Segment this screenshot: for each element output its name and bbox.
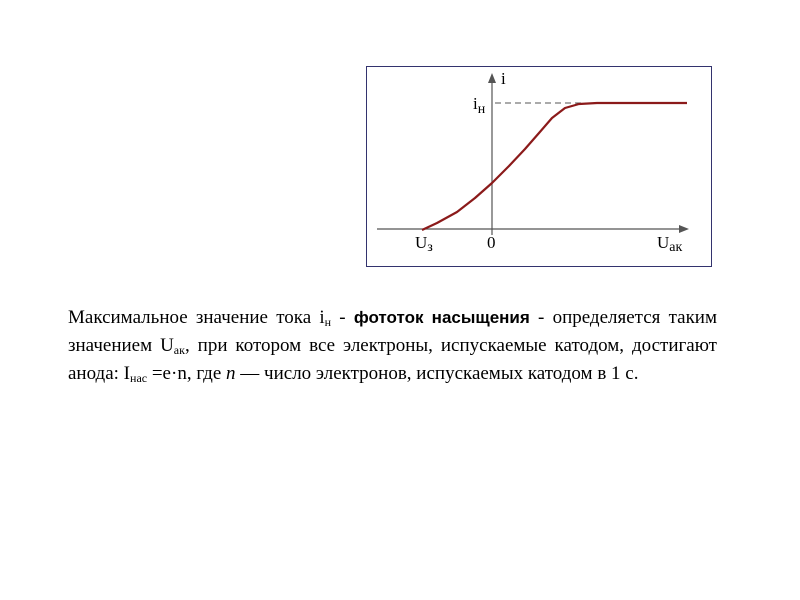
bold-term: фототок насыщения (353, 308, 530, 327)
italic-variable: n (226, 363, 236, 384)
y-axis-arrow-icon (488, 73, 496, 83)
description-paragraph (68, 306, 717, 390)
x-axis-arrow-icon (679, 225, 689, 233)
text-part: — число электронов, испускаемых катодом в 1 с. (235, 363, 639, 384)
current-voltage-graph (367, 67, 713, 268)
text-part: =e·n, где (147, 363, 227, 384)
graph-frame (366, 66, 712, 267)
subscript: нас (130, 371, 148, 385)
subscript: ак (173, 343, 185, 357)
y-axis-label: i (501, 69, 506, 88)
origin-label: 0 (487, 233, 496, 252)
text-part: - (331, 307, 354, 328)
x-axis-label: Uак (657, 233, 683, 255)
text-part: , при котором все электроны, испускаемые катодом, достигают анода: I (68, 335, 717, 384)
photocurrent-curve (422, 103, 687, 230)
subscript: н (324, 315, 332, 329)
text-part: Максимальное значение тока i (68, 307, 325, 328)
text-part: - определяется таким значением U (68, 307, 717, 356)
saturation-current-label: $i_н$ (473, 94, 486, 117)
stop-voltage-label: Uз (415, 233, 433, 255)
